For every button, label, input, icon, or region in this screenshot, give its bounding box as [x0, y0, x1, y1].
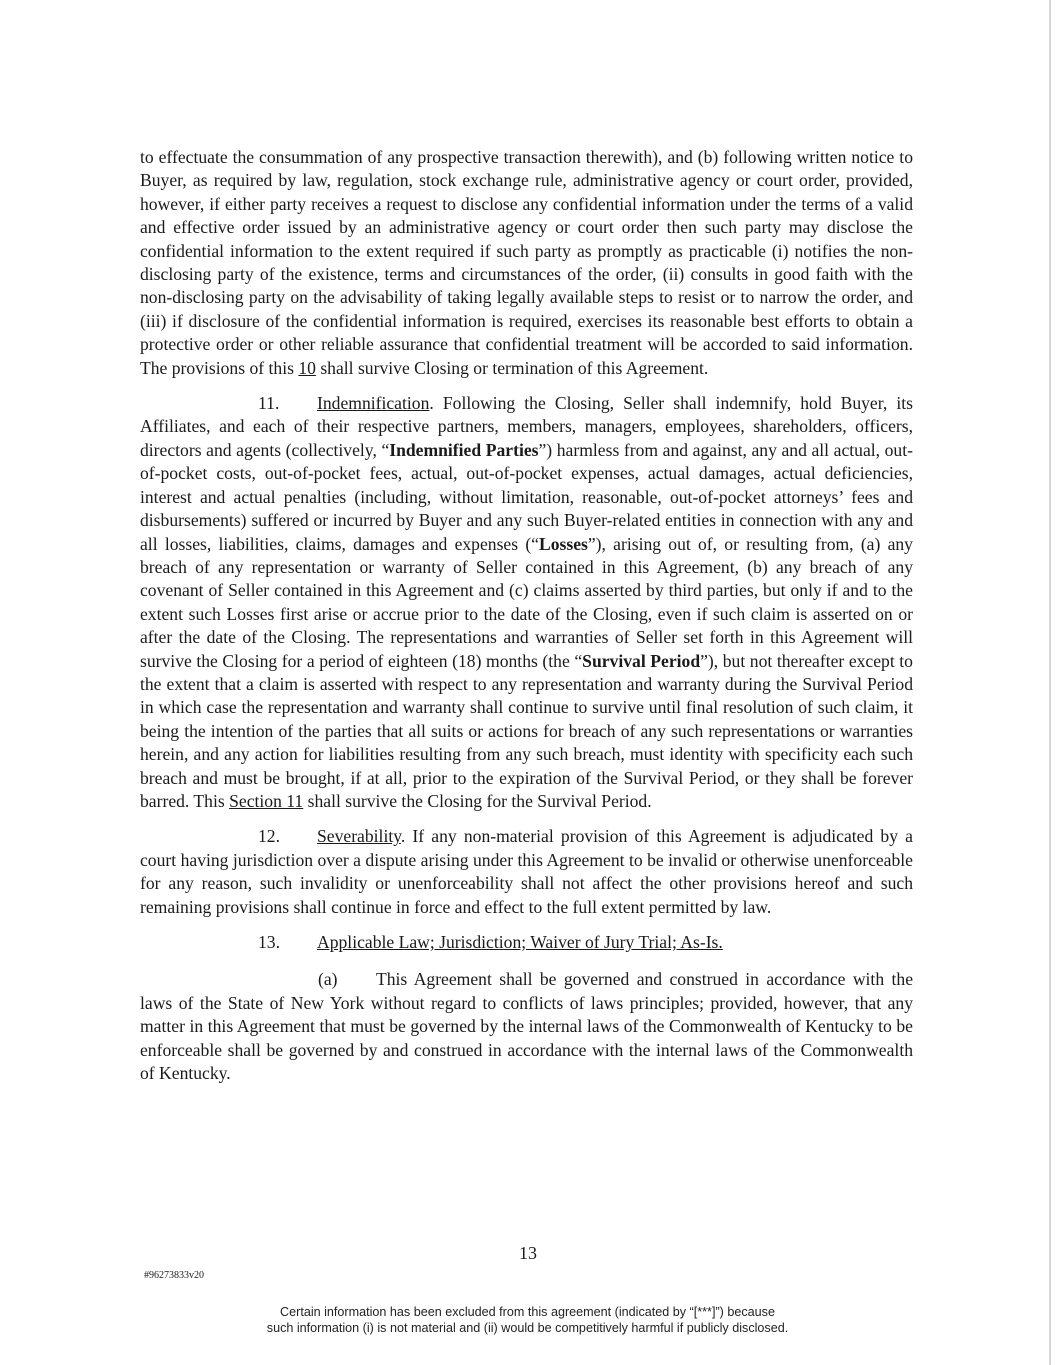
text: ”) harmless from and against, any and all actual, out-of-pocket costs, out-of-pocket fees, actual, out-of-pocket expenses, actual damages, actual deficiencies, interest and actual penalties (including, without limitation, reasonable, out-of-pocket attorneys’ fees and disbursements) suffered or incurred by Buyer and any such Buyer-related entities in connection with any and all losses, liabilities, claims, damages and expenses (“: [140, 439, 913, 554]
subsection-label: (a): [318, 969, 338, 990]
redaction-notice: [0, 1304, 1055, 1336]
section-title: Applicable Law; Jurisdiction; Waiver of Jury Trial; As-Is.: [317, 932, 723, 952]
document-id: #96273833v20: [144, 1270, 204, 1281]
text: . Following the Closing, Seller shall indemnify, hold Buyer, its Affiliates, and each of their respective partners, members, managers, employees, shareholders, officers, directors and agents (collectively, “: [140, 393, 913, 460]
section-title: Severability: [317, 826, 401, 847]
text: ”), but not thereafter except to the extent that a claim is asserted with respect to any representation and warranty during the Survival Period in which case the representation and warranty shall continue to survive until final resolution of such claim, it being the intention of the parties that all suits or actions for breach of any such representations or warranties herein, and any action for liabilities resulting from any such breach, must identity with specificity each such breach and must be brought, if at all, prior to the expiration of the Survival Period, or they shall be forever barred. This: [140, 650, 913, 811]
page-edge: [1049, 0, 1051, 1365]
section-title: Indemnification: [317, 393, 430, 414]
notice-line: such information (i) is not material and (ii) would be competitively harmful if publicly disclosed.: [266, 1321, 789, 1335]
text: This Agreement shall be governed and construed in accordance with the laws of the State of New York without regard to conflicts of laws principles; provided, however, that any matter in this Agreement that must be governed by the internal laws of the Commonwealth of Kentucky to be enforceable shall be governed by and construed in accordance with the internal laws of the Commonwealth of Kentucky.: [140, 969, 913, 1084]
section-number: 13.: [258, 932, 280, 952]
section-reference: 10: [298, 357, 316, 378]
notice-line: Certain information has been excluded from this agreement (indicated by “[***]”) because: [280, 1305, 775, 1319]
defined-term: Survival Period: [582, 650, 701, 671]
section-reference: Section 11: [229, 790, 304, 811]
document-body: [140, 146, 913, 1097]
section-13-heading: [140, 931, 913, 954]
section-13a: [140, 968, 913, 1085]
section-12: [140, 825, 913, 919]
section-number: 11.: [258, 393, 280, 414]
text: shall survive the Closing for the Survival Period.: [303, 790, 652, 811]
section-11: [140, 392, 913, 813]
page-number: 13: [519, 1243, 537, 1263]
text: to effectuate the consummation of any prospective transaction therewith), and (b) following written notice to Buyer, as required by law, regulation, stock exchange rule, administrative agency or court order, provided, however, if either party receives a request to disclose any confidential information under the terms of a valid and effective order issued by an administrative agency or court order then such party may disclose the confidential information to the extent required if such party as promptly as practicable (i) notifies the non-disclosing party of the existence, terms and circumstances of the order, (ii) consults in good faith with the non-disclosing party on the advisability of taking legally available steps to resist or to narrow the order, and (iii) if disclosure of the confidential information is required, exercises its reasonable best efforts to obtain a protective order or other reliable assurance that confidential treatment will be accorded to said information. The provisions of this: [140, 147, 913, 378]
text: shall survive Closing or termination of this Agreement.: [315, 357, 709, 378]
defined-term: Indemnified Parties: [389, 439, 539, 460]
section-10-continuation: [140, 146, 913, 380]
defined-term: Losses: [538, 533, 588, 554]
text: . If any non-material provision of this Agreement is adjudicated by a court having jurisdiction over a dispute arising under this Agreement to be invalid or otherwise unenforceable for any reason, such invalidity or unenforceability shall not affect the other provisions hereof and such remaining provisions shall continue in force and effect to the full extent permitted by law.: [140, 826, 913, 917]
text: ”), arising out of, or resulting from, (a) any breach of any representation or warranty of Seller contained in this Agreement, (b) any breach of any covenant of Seller contained in this Agreement and (c) claims asserted by third parties, but only if and to the extent such Losses first arise or accrue prior to the date of the Closing, even if such claim is asserted on or after the date of the Closing. The representations and warranties of Seller set forth in this Agreement will survive the Closing for a period of eighteen (18) months (the “: [140, 533, 913, 671]
section-number: 12.: [258, 826, 280, 847]
